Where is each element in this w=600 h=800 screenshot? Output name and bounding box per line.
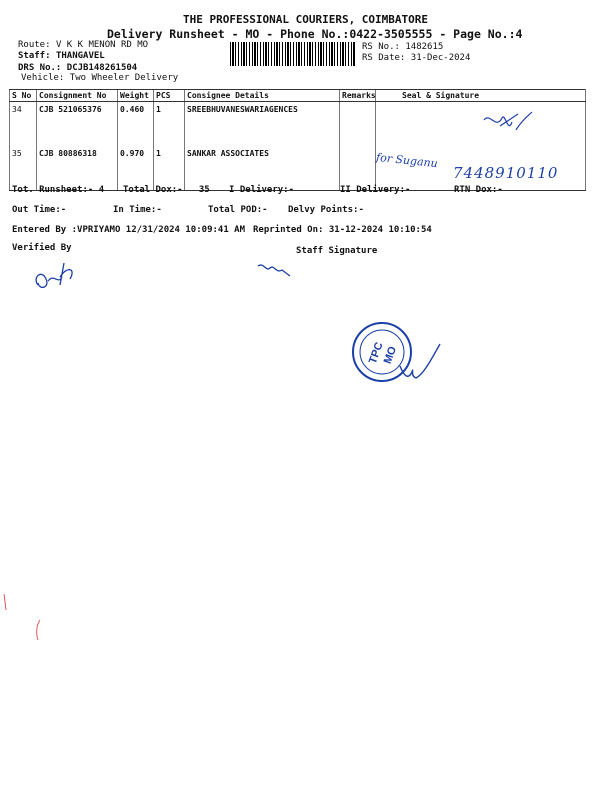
route-label: Route: — [18, 40, 51, 50]
staff-signature-label: Staff Signature — [296, 246, 378, 256]
cell-consignment: CJB 80886318 — [37, 146, 118, 191]
col-header-remarks: Remarks — [340, 90, 376, 102]
in-time: In Time:- — [113, 205, 162, 215]
stamp-signature — [398, 336, 444, 382]
margin-mark — [0, 588, 14, 618]
staff-value: THANGAVEL — [55, 51, 105, 61]
total-dox: Total Dox:- 35 — [123, 185, 210, 195]
signature-row-34 — [478, 108, 538, 140]
total-pod: Total POD:- — [208, 205, 268, 215]
col-header-pcs: PCS — [154, 90, 185, 102]
cell-consignee: SANKAR ASSOCIATES — [185, 146, 340, 191]
rs-no-line — [362, 42, 443, 52]
drs-label: DRS No.: — [18, 63, 62, 73]
rtn-dox: RTN Dox:- — [454, 185, 503, 195]
verified-by-label: Verified By — [12, 243, 72, 253]
cell-remarks — [340, 102, 376, 147]
rs-date-label: RS Date: — [362, 53, 406, 63]
handwritten-phone: 7448910110 — [453, 164, 559, 182]
col-header-seal: Seal & Signature — [376, 90, 586, 102]
cell-pcs: 1 — [154, 102, 185, 147]
col-header-weight: Weight — [118, 90, 154, 102]
route-line — [18, 40, 148, 50]
rs-no-label: RS No.: — [362, 42, 400, 52]
col-header-sno: S No — [10, 90, 37, 102]
cell-weight: 0.460 — [118, 102, 154, 147]
cell-consignee: SREEBHUVANESWARIAGENCES — [185, 102, 340, 147]
vehicle-line — [21, 73, 178, 83]
staff-signature-mark — [256, 260, 296, 280]
runsheet-subtitle: Delivery Runsheet - MO - Phone No.:0422-3505555 - Page No.:4 — [107, 27, 523, 41]
verifier-signature — [30, 255, 85, 295]
table-header-row — [10, 90, 586, 102]
stamp-line1: TPC — [366, 340, 386, 366]
ii-delivery: II Delivery:- — [340, 185, 411, 195]
cell-remarks — [340, 146, 376, 191]
cell-consignment: CJB 521065376 — [37, 102, 118, 147]
col-header-consignee: Consignee Details — [185, 90, 340, 102]
out-time: Out Time:- — [12, 205, 67, 215]
reprinted-on: Reprinted On: 31-12-2024 10:10:54 — [253, 225, 432, 235]
vehicle-value: Two Wheeler Delivery — [69, 73, 179, 83]
vehicle-label: Vehicle: — [21, 73, 65, 83]
rs-no-value: 1482615 — [405, 42, 444, 52]
cell-sno: 34 — [10, 102, 37, 147]
cell-weight: 0.970 — [118, 146, 154, 191]
route-value: V K K MENON RD MO — [55, 40, 149, 50]
col-header-consignment: Consignment No — [37, 90, 118, 102]
rs-date-line — [362, 53, 470, 63]
i-delivery: I Delivery:- — [229, 185, 295, 195]
rs-date-value: 31-Dec-2024 — [410, 53, 471, 63]
margin-mark — [32, 616, 44, 644]
tot-runsheet: Tot. Runsheet:- 4 — [12, 185, 105, 195]
staff-label: Staff: — [18, 51, 51, 61]
staff-line — [18, 51, 105, 61]
entered-by: Entered By :VPRIYAMO 12/31/2024 10:09:41 AM — [12, 225, 245, 235]
cell-pcs: 1 — [154, 146, 185, 191]
stamp-line2: MO — [381, 344, 400, 366]
drs-value: DCJB148261504 — [66, 63, 138, 73]
cell-sno: 35 — [10, 146, 37, 191]
barcode — [230, 42, 356, 66]
company-title: THE PROFESSIONAL COURIERS, COIMBATORE — [183, 13, 429, 26]
handwritten-note: for Suganu — [375, 150, 439, 171]
drs-line — [18, 63, 137, 73]
delvy-points: Delvy Points:- — [288, 205, 364, 215]
